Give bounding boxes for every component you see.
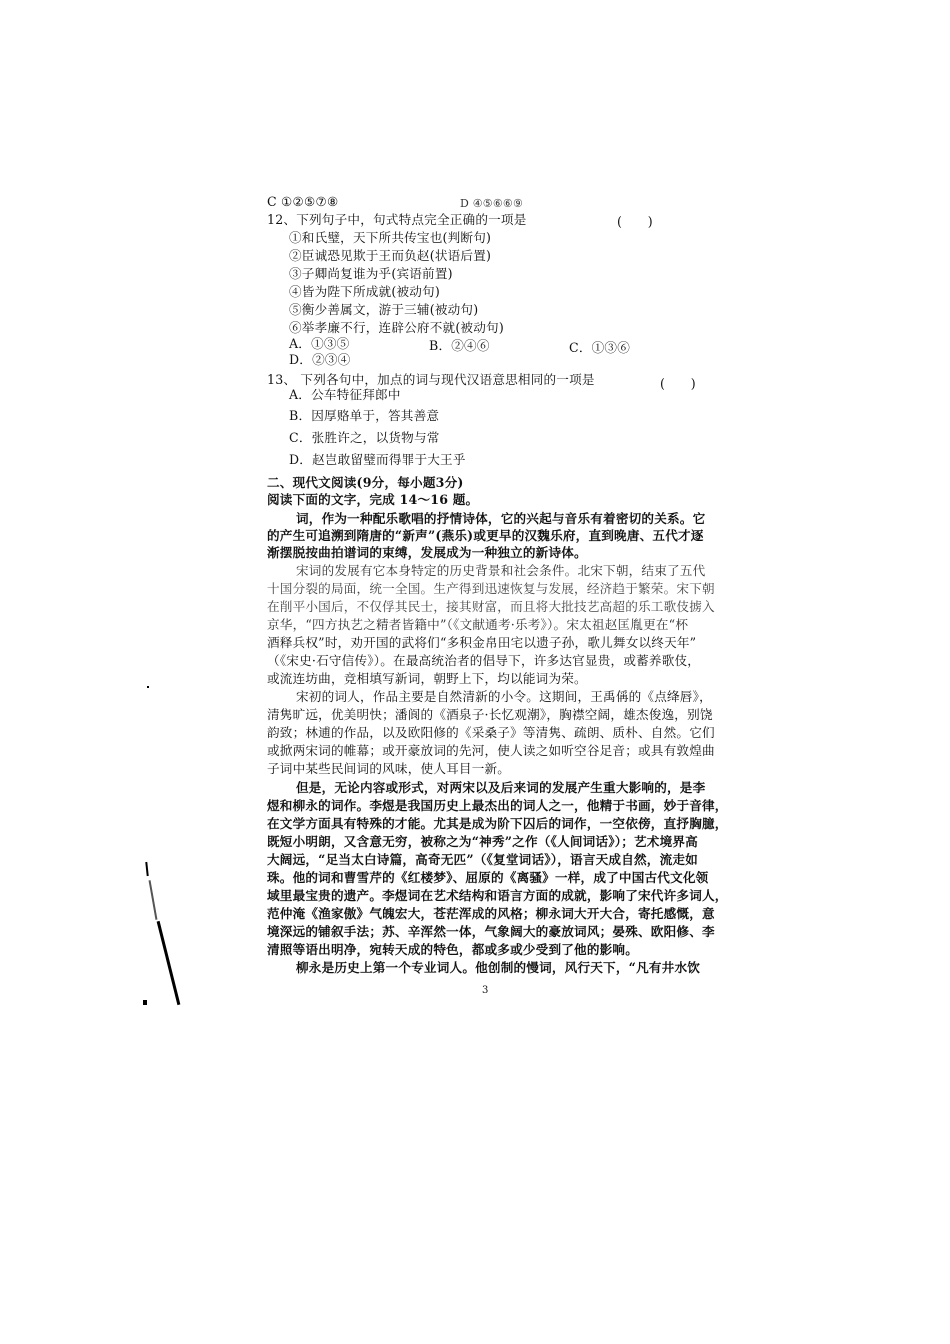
passage-line: 京华，“四方执艺之精者皆籍中”（《文献通考·乐考》）。宋太祖赵匡胤更在“杯	[267, 617, 689, 632]
passage-line: 域里最宝贵的遗产。李煜词在艺术结构和语言方面的成就，影响了宋代许多词人，	[267, 888, 728, 903]
q12-item: ⑤衡少善属文，游于三辅(被动句)	[289, 302, 479, 317]
passage-line: 在文学方面具有特殊的才能。尤其是成为阶下囚后的词作，一空依傍，直抒胸臆，	[267, 816, 728, 831]
passage-line: 煜和柳永的词作。李煜是我国历史上最杰出的词人之一，他精于书画，妙于音律，	[267, 798, 728, 813]
q12-item: ④皆为陛下所成就(被动句)	[289, 284, 440, 299]
prev-choice-c: C ①②⑤⑦⑧	[267, 194, 339, 209]
scan-mark	[149, 880, 158, 920]
q12-option-d: D．②③④	[289, 352, 351, 367]
scan-speck	[147, 686, 149, 688]
q13-option-b: B．因厚赂单于，答其善意	[289, 408, 440, 423]
passage-line: 境深远的铺叙手法；苏、辛浑然一体，气象阔大的豪放词风；晏殊、欧阳修、李	[267, 924, 715, 939]
q13-option-c: C．张胜许之，以货物与常	[289, 430, 440, 445]
passage-line: 清隽旷远，优美明快；潘阆的《酒泉子·长忆观潮》，胸襟空阔，雄杰俊逸，别饶	[267, 707, 713, 722]
passage-line: 大阔远，“足当太白诗篇，高奇无匹”（《复堂词话》），语言天成自然，流走如	[267, 852, 698, 867]
passage-line: 清照等语出明净，宛转天成的特色，都或多或少受到了他的影响。	[267, 942, 639, 957]
section-heading: 二、现代文阅读(9分，每小题3分)	[267, 475, 464, 490]
passage-line: （《宋史·石守信传》）。在最高统治者的倡导下，许多达官显贵，或蓄养歌伎，	[267, 653, 701, 668]
passage-line: 既短小明朗，又含意无穷，被称之为“神秀”之作（《人间词话》）；艺术境界高	[267, 834, 698, 849]
q12-item: ⑥举孝廉不行，连辟公府不就(被动句)	[289, 320, 504, 335]
passage-line: 珠。他的词和曹雪芹的《红楼梦》、屈原的《离骚》一样，成了中国古代文化领	[267, 870, 709, 885]
q12-option-b: B．②④⑥	[429, 338, 490, 353]
passage-line: 或流连坊曲，竞相填写新词，朝野上下，均以能词为荣。	[267, 671, 587, 686]
q12-answer-paren: ( )	[617, 214, 653, 229]
scan-mark	[145, 862, 148, 876]
passage-line: 的产生可追溯到隋唐的“新声”(燕乐)或更早的汉魏乐府，直到晚唐、五代才逐	[267, 528, 704, 543]
passage-line: 词，作为一种配乐歌唱的抒情诗体，它的兴起与音乐有着密切的关系。它	[296, 511, 706, 526]
passage-line: 宋词的发展有它本身特定的历史背景和社会条件。北宋下朝，结束了五代	[296, 563, 706, 578]
passage-line: 酒释兵权”时，劝开国的武将们“多积金帛田宅以遗子孙，歌儿舞女以终天年”	[267, 635, 697, 650]
passage-line: 韵致；林逋的作品，以及欧阳修的《采桑子》等清隽、疏朗、质朴、自然。它们	[267, 725, 715, 740]
q13-option-d: D．赵岂敢留璧而得罪于大王乎	[289, 452, 466, 467]
passage-line: 或掀两宋词的帷幕；或开豪放词的先河，使人读之如听空谷足音；或具有敦煌曲	[267, 743, 715, 758]
scan-mark	[157, 921, 181, 1005]
passage-line: 但是，无论内容或形式，对两宋以及后来词的发展产生重大影响的，是李	[296, 780, 706, 795]
q12-item: ②臣诚恐见欺于王而负赵(状语后置)	[289, 248, 492, 263]
section-instruction: 阅读下面的文字，完成 14～16 题。	[267, 492, 479, 507]
passage-line: 子词中某些民间词的风味，使人耳目一新。	[267, 761, 511, 776]
q12-option-c: C．①③⑥	[569, 340, 631, 355]
page-number: 3	[482, 985, 489, 996]
prev-choice-d: D ④⑤⑥⑥⑨	[460, 197, 524, 210]
passage-line: 渐摆脱按曲拍谱词的束缚，发展成为一种独立的新诗体。	[267, 545, 587, 560]
scan-speck	[143, 1000, 147, 1005]
q12-item: ③子卿尚复谁为乎(宾语前置)	[289, 266, 453, 281]
passage-line: 柳永是历史上第一个专业词人。他创制的慢词，风行天下，“凡有井水饮	[296, 960, 701, 975]
q13-option-a: A．公车特征拜郎中	[289, 387, 401, 402]
q12-stem: 12、下列句子中，句式特点完全正确的一项是	[267, 212, 527, 227]
passage-line: 十国分裂的局面，统一全国。生产得到迅速恢复与发展，经济趋于繁荣。宋下朝	[267, 581, 715, 596]
q13-answer-paren: ( )	[660, 376, 696, 391]
q13-stem: 13、 下列各句中，加点的词与现代汉语意思相同的一项是	[267, 372, 595, 387]
passage-line: 宋初的词人，作品主要是自然清新的小令。这期间，王禹偁的《点绛唇》，	[296, 689, 712, 704]
q12-option-a: A．①③⑤	[289, 336, 350, 351]
q12-item: ①和氏璧，天下所共传宝也(判断句)	[289, 230, 492, 245]
passage-line: 范仲淹《渔家傲》气魄宏大，苍茫浑成的风格；柳永词大开大合，寄托感慨，意	[267, 906, 715, 921]
passage-line: 在削平小国后，不仅俘其民士，接其财富，而且将大批技艺高超的乐工歌伎掳入	[267, 599, 715, 614]
